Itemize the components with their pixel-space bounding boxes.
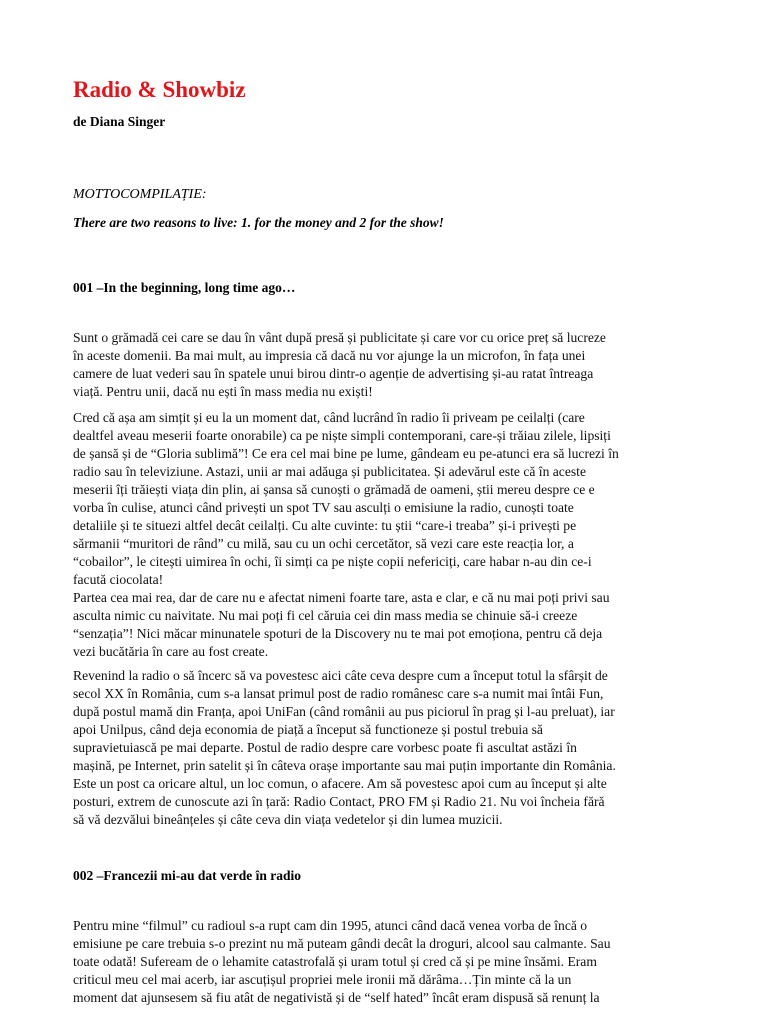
text-line: de șansă și de “Gloria sublimă”! Ce era cel mai bine pe lume, gândeam eu pe-atunci era să lucrezi în xyxy=(73,446,619,461)
paragraph xyxy=(73,409,713,661)
text-line: radio sau în televiziune. Astazi, unii ar mai adăuga și publicitatea. Și adevărul este că în aceste xyxy=(73,464,586,479)
text-line: Este un post ca oricare altul, un loc comun, o afacere. Am să povestesc apoi cum au început și alte xyxy=(73,776,607,791)
section-heading: 002 –Francezii mi-au dat verde în radio xyxy=(73,868,301,883)
text-line: Revenind la radio o să încerc să va povestesc aici câte ceva despre cum a început totul la sfârșit de xyxy=(73,668,608,683)
text-line: facută ciocolata! xyxy=(73,572,164,587)
text-line: să vă dezvălui bineânțeles și câte ceva din viața vedetelor și din lumea muzicii. xyxy=(73,812,503,827)
text-line: Partea cea mai rea, dar de care nu e afectat nimeni foarte tare, asta e clar, e că nu mai poți privi sau xyxy=(73,590,610,605)
document-title: Radio & Showbiz xyxy=(73,77,246,102)
text-line: “cobailor”, le citești uimirea în ochi, îi simți ca pe niște copii nefericiți, care habar n-au din ce-i xyxy=(73,554,592,569)
text-line: emisiune pe care trebuia s-o prezint nu mă puteam gândi decât la droguri, alcool sau calmante. Sau xyxy=(73,936,611,951)
document-page xyxy=(73,0,713,1024)
text-line: dealtfel aveau meserii foarte onorabile) ca pe niște simpli contemporani, care-și trăiau zilele, lipsiți xyxy=(73,428,611,443)
text-line: “senzația”! Nici măcar minunatele spoturi de la Discovery nu te mai pot emoționa, pentru că deja xyxy=(73,626,603,641)
text-line: mașină, pe Internet, prin satelit și în câteva orașe importante sau mai puțin importante din România. xyxy=(73,758,616,773)
text-line: criticul meu cel mai acerb, iar ascuțișul propriei mele ironii mă dărâma…Țin minte că la un xyxy=(73,972,572,987)
text-line: vezi bucătăria în care au fost create. xyxy=(73,644,269,659)
text-line: asculta nimic cu naivitate. Nu mai poți fi cel căruia cei din mass media se chinuie să-i creeze xyxy=(73,608,578,623)
text-line: după postul mamă din Franța, apoi UniFan (când românii au pus piciorul în prag și l-au preluat), iar xyxy=(73,704,615,719)
text-line: moment dat ajunsesem să fiu atât de negativistă și de “self hated” încât eram dispusă să renunț la xyxy=(73,990,600,1005)
text-line: posturi, extrem de cunoscute azi în țară: Radio Contact, PRO FM și Radio 21. Nu voi încheia fără xyxy=(73,794,605,809)
text-line: Pentru mine “filmul” cu radioul s-a rupt cam din 1995, atunci când dacă venea vorba de încă o xyxy=(73,918,588,933)
text-line: apoi Unilpus, când deja economia de piață a început să functioneze și postul trebuia să xyxy=(73,722,543,737)
text-line: Cred că așa am simțit și eu la un moment dat, când lucrând în radio îi priveam pe ceilalți (care xyxy=(73,410,585,425)
text-line: supravietuiască pe mai departe. Postul de radio despre care vorbesc poate fi ascultat astăzi în xyxy=(73,740,577,755)
text-line: detaliile și te situezi altfel decât ceilalți. Cu alte cuvinte: tu știi “care-i treaba” și-i privești pe xyxy=(73,518,577,533)
text-line: vorba în culise, atunci când privești un spot TV sau asculți o emisiune la radio, cunoști toate xyxy=(73,500,574,515)
author-byline: de Diana Singer xyxy=(73,114,166,129)
text-line: secol XX în România, cum s-a lansat primul post de radio românesc care s-a numit mai întâi Fun, xyxy=(73,686,604,701)
text-line: sărmanii “muritori de rând” cu milă, sau cu un ochi cercetător, să vezi care este reacția lor, a xyxy=(73,536,574,551)
motto-label: MOTTOCOMPILAȚIE: xyxy=(73,187,207,202)
text-line: în aceste domenii. Ba mai mult, au impresia că dacă nu vor ajunge la un microfon, în fața unei xyxy=(73,348,586,363)
text-line: toate odată! Sufeream de o lehamite catastrofală și uram totul și cred că și pe mine însămi. Eram xyxy=(73,954,597,969)
paragraph xyxy=(73,667,713,829)
section-heading: 001 –In the beginning, long time ago… xyxy=(73,280,296,295)
text-line: Sunt o grămadă cei care se dau în vânt după presă și publicitate și care vor cu orice preț să lucreze xyxy=(73,330,606,345)
text-line: viață. Pentru unii, dacă nu ești în mass media nu exiști! xyxy=(73,384,373,399)
paragraph xyxy=(73,329,713,401)
text-line: meserii îți trăiești viața din plin, ai șansa să cunoști o grămadă de oameni, știi mereu despre ce e xyxy=(73,482,595,497)
text-line: camere de luat vederi sau în spatele unui birou dintr-o agenție de advertising și-au ratat întreaga xyxy=(73,366,594,381)
paragraph xyxy=(73,917,713,1007)
motto-text: There are two reasons to live: 1. for the money and 2 for the show! xyxy=(73,215,444,230)
